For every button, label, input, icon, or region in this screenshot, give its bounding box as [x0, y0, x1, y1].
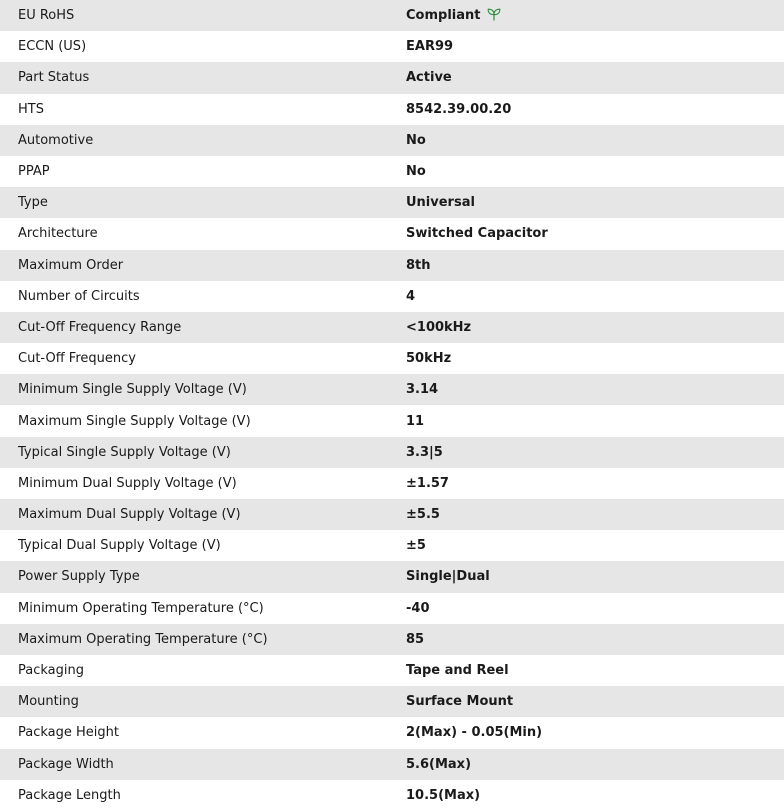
- spec-label: Architecture: [0, 218, 406, 249]
- spec-label: Maximum Dual Supply Voltage (V): [0, 499, 406, 530]
- table-row: [0, 218, 784, 249]
- spec-value: ±1.57: [406, 475, 449, 491]
- spec-value: EAR99: [406, 39, 454, 55]
- spec-label: Number of Circuits: [0, 281, 406, 312]
- spec-value-cell: [406, 187, 784, 218]
- spec-value-cell: [406, 94, 784, 125]
- spec-label: PPAP: [0, 156, 406, 187]
- spec-value: Tape and Reel: [406, 663, 509, 679]
- table-row: [0, 312, 784, 343]
- spec-value-cell: [406, 749, 784, 780]
- spec-label: Typical Dual Supply Voltage (V): [0, 530, 406, 561]
- table-row: [0, 156, 784, 187]
- spec-value: Compliant: [406, 7, 481, 23]
- spec-value: Active: [406, 70, 452, 86]
- spec-value: 5.6(Max): [406, 756, 472, 772]
- spec-label: Package Length: [0, 780, 406, 811]
- spec-label: Minimum Operating Temperature (°C): [0, 593, 406, 624]
- spec-value-cell: [406, 405, 784, 436]
- spec-label: Typical Single Supply Voltage (V): [0, 437, 406, 468]
- table-row: [0, 125, 784, 156]
- spec-value-cell: [406, 717, 784, 748]
- spec-value-cell: [406, 374, 784, 405]
- spec-value-cell: [406, 530, 784, 561]
- spec-label: Part Status: [0, 62, 406, 93]
- table-row: [0, 94, 784, 125]
- spec-value-cell: [406, 686, 784, 717]
- spec-value: 3.14: [406, 382, 439, 398]
- table-row: [0, 281, 784, 312]
- spec-value: ±5: [406, 538, 426, 554]
- spec-value: 50kHz: [406, 351, 452, 367]
- spec-value-cell: [406, 561, 784, 592]
- spec-value-cell: [406, 312, 784, 343]
- spec-label: Power Supply Type: [0, 561, 406, 592]
- table-row: [0, 250, 784, 281]
- table-row: [0, 343, 784, 374]
- spec-label: Package Width: [0, 749, 406, 780]
- spec-value-cell: [406, 655, 784, 686]
- spec-value-cell: [406, 218, 784, 249]
- spec-label: Packaging: [0, 655, 406, 686]
- spec-value-cell: [406, 343, 784, 374]
- spec-value: Switched Capacitor: [406, 226, 548, 242]
- table-row: [0, 499, 784, 530]
- spec-value: 10.5(Max): [406, 787, 481, 803]
- spec-label: Cut-Off Frequency: [0, 343, 406, 374]
- spec-value: Surface Mount: [406, 694, 514, 710]
- spec-label: Maximum Single Supply Voltage (V): [0, 405, 406, 436]
- spec-label: Automotive: [0, 125, 406, 156]
- spec-value-cell: [406, 624, 784, 655]
- table-row: [0, 31, 784, 62]
- spec-label: Minimum Single Supply Voltage (V): [0, 374, 406, 405]
- spec-label: Maximum Order: [0, 250, 406, 281]
- table-row: [0, 405, 784, 436]
- spec-value-cell: [406, 499, 784, 530]
- table-row: [0, 624, 784, 655]
- table-row: [0, 530, 784, 561]
- spec-value-cell: [406, 0, 784, 31]
- spec-value-cell: [406, 250, 784, 281]
- table-row: [0, 686, 784, 717]
- spec-label: Mounting: [0, 686, 406, 717]
- table-row: [0, 717, 784, 748]
- spec-value: ±5.5: [406, 507, 440, 523]
- table-row: [0, 593, 784, 624]
- table-row: [0, 561, 784, 592]
- spec-value: No: [406, 164, 426, 180]
- spec-value-cell: [406, 31, 784, 62]
- spec-value: 8542.39.00.20: [406, 101, 512, 117]
- spec-value: 2(Max) - 0.05(Min): [406, 725, 543, 741]
- table-row: [0, 780, 784, 811]
- spec-label: Cut-Off Frequency Range: [0, 312, 406, 343]
- spec-label: EU RoHS: [0, 0, 406, 31]
- table-row: [0, 437, 784, 468]
- spec-label: Minimum Dual Supply Voltage (V): [0, 468, 406, 499]
- spec-value-cell: [406, 437, 784, 468]
- spec-value: 3.3|5: [406, 444, 443, 460]
- spec-value: <100kHz: [406, 319, 472, 335]
- spec-label: ECCN (US): [0, 31, 406, 62]
- spec-value: Universal: [406, 195, 475, 211]
- spec-value-cell: [406, 468, 784, 499]
- spec-label: Type: [0, 187, 406, 218]
- spec-value: 8th: [406, 257, 431, 273]
- table-row: [0, 468, 784, 499]
- spec-value: 85: [406, 631, 425, 647]
- spec-value-cell: [406, 780, 784, 811]
- spec-value-cell: [406, 281, 784, 312]
- spec-value: 11: [406, 413, 425, 429]
- table-row: [0, 749, 784, 780]
- leaf-icon: [487, 8, 501, 24]
- spec-value-cell: [406, 62, 784, 93]
- spec-value: Single|Dual: [406, 569, 490, 585]
- table-row: [0, 374, 784, 405]
- spec-value: No: [406, 132, 426, 148]
- spec-label: Package Height: [0, 717, 406, 748]
- spec-value: -40: [406, 600, 430, 616]
- table-row: [0, 0, 784, 31]
- table-row: [0, 187, 784, 218]
- spec-value-cell: [406, 593, 784, 624]
- table-row: [0, 62, 784, 93]
- spec-label: Maximum Operating Temperature (°C): [0, 624, 406, 655]
- spec-value-cell: [406, 125, 784, 156]
- spec-label: HTS: [0, 94, 406, 125]
- table-row: [0, 655, 784, 686]
- spec-value-cell: [406, 156, 784, 187]
- spec-value: 4: [406, 288, 416, 304]
